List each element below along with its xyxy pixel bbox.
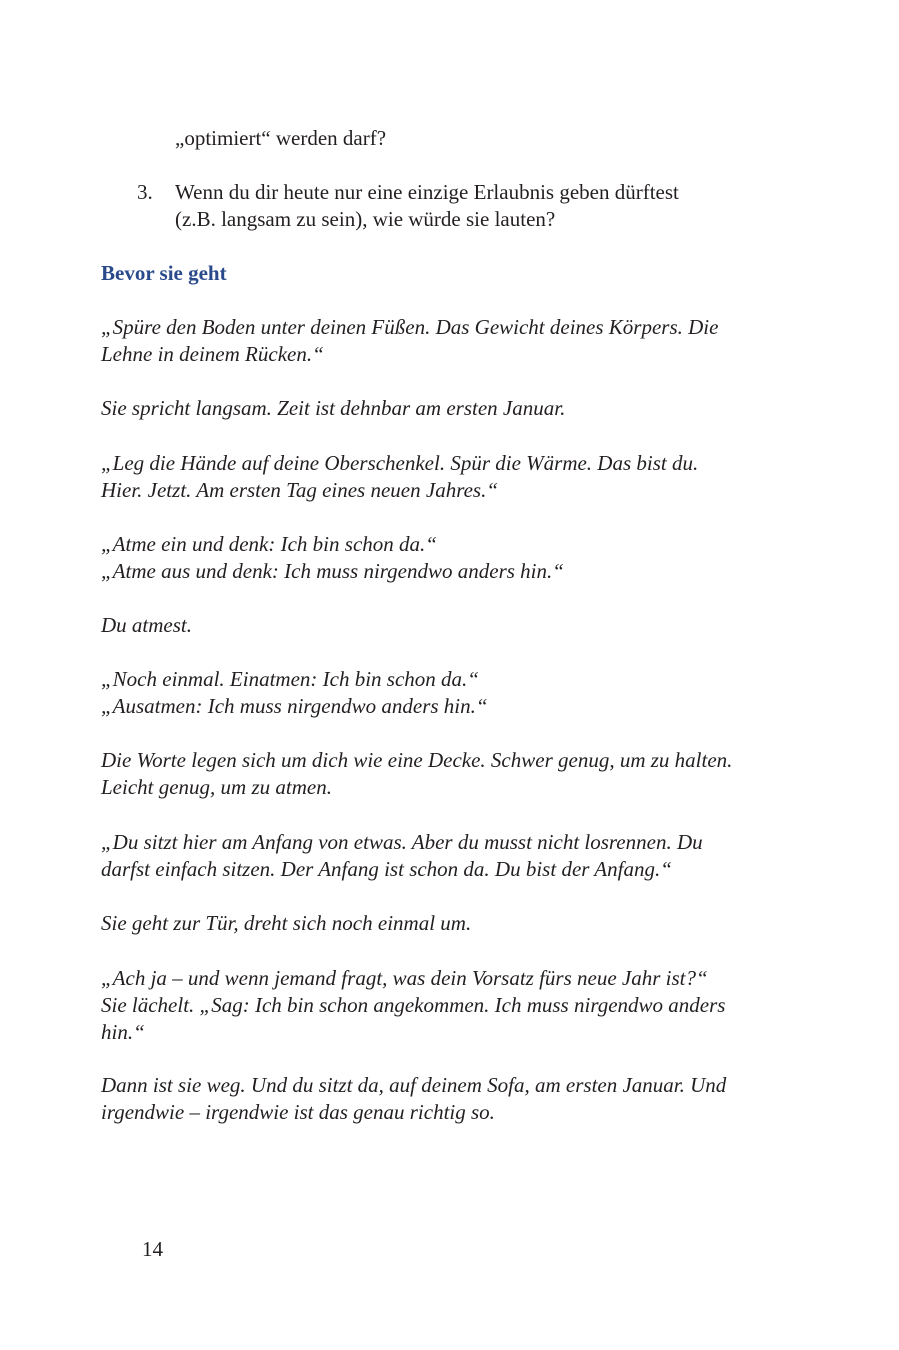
paragraph	[101, 314, 801, 368]
paragraph	[101, 450, 801, 504]
list-item-text	[175, 179, 797, 233]
paragraph-line: Sie lächelt. „Sag: Ich bin schon angekommen. Ich muss nirgendwo anders	[101, 993, 726, 1017]
paragraph	[101, 965, 801, 1046]
paragraph	[101, 395, 801, 422]
paragraph-line: hin.“	[101, 1020, 145, 1044]
numbered-question-3	[137, 179, 797, 233]
paragraph-line: „Ausatmen: Ich muss nirgendwo anders hin.“	[101, 694, 488, 718]
paragraph	[101, 910, 801, 937]
paragraph-line: „Ach ja – und wenn jemand fragt, was dein Vorsatz fürs neue Jahr ist?“	[101, 966, 708, 990]
paragraph-line: Lehne in deinem Rücken.“	[101, 342, 324, 366]
paragraph-line: irgendwie – irgendwie ist das genau richtig so.	[101, 1100, 495, 1124]
paragraph-line: Hier. Jetzt. Am ersten Tag eines neuen Jahres.“	[101, 478, 499, 502]
paragraph-line: Du atmest.	[101, 613, 192, 637]
list-item-line: (z.B. langsam zu sein), wie würde sie lauten?	[175, 207, 556, 231]
paragraph-line: „Atme aus und denk: Ich muss nirgendwo anders hin.“	[101, 559, 564, 583]
paragraph-line: „Spüre den Boden unter deinen Füßen. Das Gewicht deines Körpers. Die	[101, 315, 719, 339]
paragraph-line: Sie geht zur Tür, dreht sich noch einmal um.	[101, 911, 472, 935]
paragraph-line: Dann ist sie weg. Und du sitzt da, auf deinem Sofa, am ersten Januar. Und	[101, 1073, 727, 1097]
paragraph-line: Leicht genug, um zu atmen.	[101, 775, 332, 799]
paragraph	[101, 1072, 801, 1126]
list-number: 3.	[137, 180, 153, 204]
paragraph	[101, 666, 801, 720]
paragraph-line: „Du sitzt hier am Anfang von etwas. Aber du musst nicht losrennen. Du	[101, 830, 703, 854]
list-continuation-text: „optimiert“ werden darf?	[175, 126, 387, 150]
paragraph-line: darfst einfach sitzen. Der Anfang ist schon da. Du bist der Anfang.“	[101, 857, 672, 881]
paragraph-line: „Leg die Hände auf deine Oberschenkel. Spür die Wärme. Das bist du.	[101, 451, 699, 475]
list-item-line: Wenn du dir heute nur eine einzige Erlaubnis geben dürftest	[175, 180, 679, 204]
paragraph	[101, 829, 801, 883]
paragraph	[101, 747, 801, 801]
paragraph-line: „Noch einmal. Einatmen: Ich bin schon da.“	[101, 667, 479, 691]
paragraph	[101, 612, 801, 639]
page-number: 14	[142, 1237, 163, 1261]
paragraph-line: Sie spricht langsam. Zeit ist dehnbar am ersten Januar.	[101, 396, 566, 420]
paragraph	[101, 531, 801, 585]
paragraph-line: „Atme ein und denk: Ich bin schon da.“	[101, 532, 437, 556]
section-heading: Bevor sie geht	[101, 261, 227, 285]
paragraph-line: Die Worte legen sich um dich wie eine Decke. Schwer genug, um zu halten.	[101, 748, 733, 772]
